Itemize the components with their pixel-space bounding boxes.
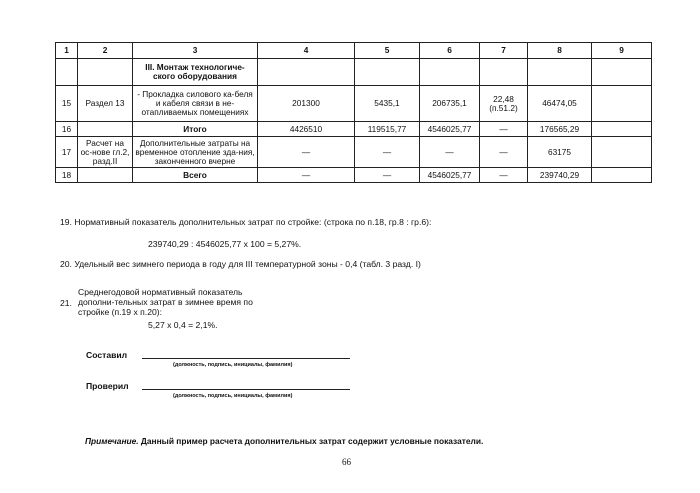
cell-value: 119515,77 [355,122,420,137]
cell-value [592,86,652,122]
header-cell: 9 [592,43,652,59]
table-row [56,137,652,168]
cell-value: 201300 [258,86,355,122]
section-row [56,59,652,86]
table-row [56,86,652,122]
header-cell: 5 [355,43,420,59]
compiled-by-label: Составил [86,350,128,360]
table-row [56,168,652,183]
header-cell: 6 [420,43,480,59]
table-row [56,122,652,137]
header-cell: 4 [258,43,355,59]
cell-basis [78,122,133,137]
note-text: Данный пример расчета дополнительных затрат содержит условные показатели. [138,436,484,446]
cell-value [592,168,652,183]
cell-value: 46474,05 [528,86,592,122]
cell-value: — [480,137,528,168]
table-header-row [56,43,652,59]
row-number: 18 [56,168,78,183]
cell-value [592,122,652,137]
formula-21: 5,27 х 0,4 = 2,1%. [148,320,218,330]
cell-basis: Раздел 13 [78,86,133,122]
cell-value: — [355,168,420,183]
row-number: 15 [56,86,78,122]
cell-basis [78,168,133,183]
row-number: 16 [56,122,78,137]
cell-value: 4426510 [258,122,355,137]
cell-value: 206735,1 [420,86,480,122]
paragraph-20: 20. Удельный вес зимнего периода в году для III температурной зоны - 0,4 (табл. 3 разд. I) [60,259,421,269]
checked-caption: (должность, подпись, инициалы, фамилия) [173,393,293,399]
header-cell: 7 [480,43,528,59]
checked-signature-line [142,389,350,390]
cell-value: — [480,122,528,137]
cell-name: - Прокладка силового ка-беля и кабеля связи в не-отапливаемых помещениях [133,86,258,122]
row-number: 17 [56,137,78,168]
estimate-table [55,42,652,183]
paragraph-19: 19. Нормативный показатель дополнительных затрат по стройке: (строка по п.18, гр.8 : гр.6): [60,217,432,227]
header-cell: 2 [78,43,133,59]
cell-value: 22,48 (п.51.2) [480,86,528,122]
cell-value: 239740,29 [528,168,592,183]
compiled-signature-line [142,358,350,359]
section-title: III. Монтаж технологиче-ского оборудования [133,59,258,86]
formula-19: 239740,29 : 4546025,77 х 100 = 5,27%. [148,239,302,249]
paragraph-21: Среднегодовой нормативный показатель дополни-тельных затрат в зимнее время по стройке (п.19 х п.20): [78,287,253,317]
cell-value: 176565,29 [528,122,592,137]
cell-value: — [258,168,355,183]
cell-name: Итого [133,122,258,137]
cell-value: 63175 [528,137,592,168]
cell-value [592,137,652,168]
cell-name: Дополнительные затраты на временное отопление зда-ния, законченного вчерне [133,137,258,168]
cell-value: — [480,168,528,183]
checked-by-label: Проверил [86,381,129,391]
compiled-caption: (должность, подпись, инициалы, фамилия) [173,362,293,368]
cell-name: Всего [133,168,258,183]
header-cell: 3 [133,43,258,59]
note [85,436,483,446]
header-cell: 8 [528,43,592,59]
cell-value: 4546025,77 [420,122,480,137]
cell-value: — [420,137,480,168]
cell-value: 5435,1 [355,86,420,122]
paragraph-21-number: 21. [60,298,72,308]
cell-basis: Расчет на ос-нове гл.2, разд.II [78,137,133,168]
cell-value: — [258,137,355,168]
page-number: 66 [342,457,351,467]
cell-value: 4546025,77 [420,168,480,183]
header-cell: 1 [56,43,78,59]
note-label: Примечание. [85,436,139,446]
cell-value: — [355,137,420,168]
